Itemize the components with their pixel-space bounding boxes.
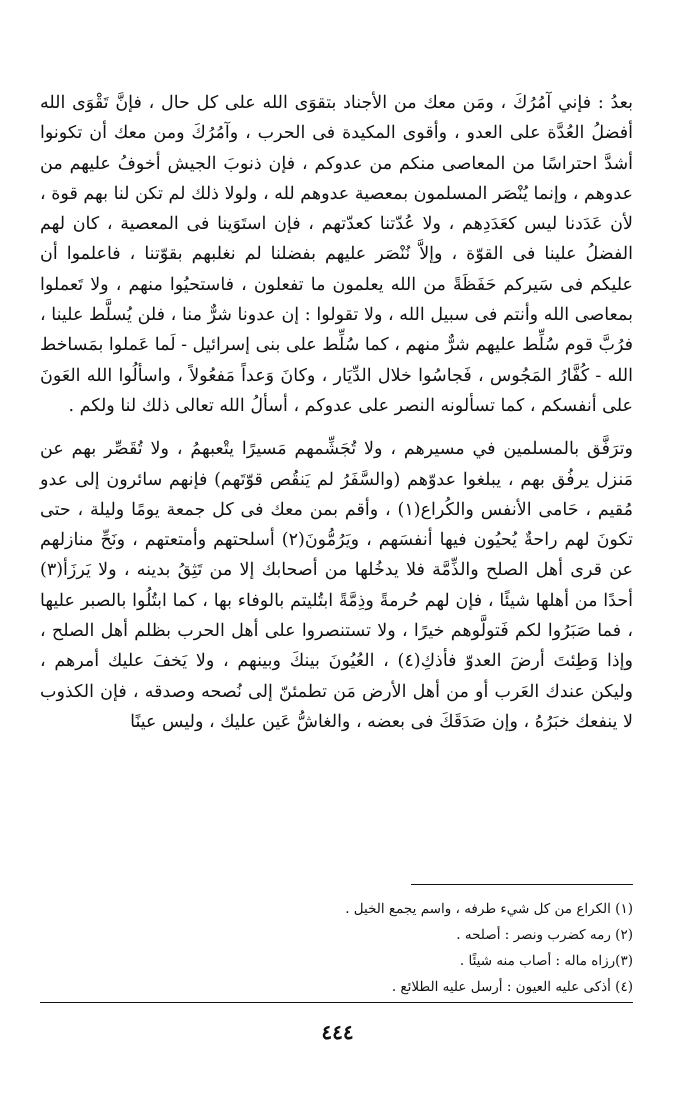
text-line: أفضلُ العُدَّة على العدو ، وأقوى المكيدة فى الحرب ، وآمُرُكَ ومن معك أن تكونوا أشدَّ — [40, 123, 633, 174]
footnote-separator — [411, 884, 633, 885]
page-bottom-rule — [40, 1002, 633, 1003]
text-line: الدِّيَار ، وكانَ وَعداً مَفعُولاً ، واسألُوا الله العَونَ على أنفسكم ، كما تسألونه النصر على — [40, 365, 633, 416]
footnote: (٣)رزاه ماله : أصاب منه شيئًا . — [459, 953, 633, 969]
text-line: عدوكم ، أسألُ الله تعالى ذلك لنا ولكم . — [68, 395, 353, 416]
footnote: (١) الكراع من كل شيء طرفه ، واسم يجمع الخيل . — [345, 901, 633, 917]
text-line: عليها ، فما صَبَرُوا لكم فَتولَّوهم خيرًا ، ولا تستنصروا على أهل الحرب بظلم أهل — [40, 590, 633, 642]
text-line: الصلح ، وإذا وَطِئتَ أرضَ العدوّ فأذكِ(٤) ، العُيُونَ بينكَ وبينهم ، ولا يَخفَ عليك — [40, 621, 633, 672]
text-line: الله ، ولا تقولوا : إن عدونا شرٌّ منا ، فلن يُسلَّط علينا ، فرُبَّ قوم سُلِّط عليهم شرٌّ منهم ، — [40, 305, 633, 356]
footnotes — [40, 896, 633, 1000]
text-line: مُقيم ، حَامى الأنفس والكُراع(١) ، وأقم بمن معك فى كل جمعة يومًا وليلة ، حتى — [40, 499, 633, 520]
text-line: مَنزل يرفُق بهم ، يبلغوا عدوّهم (والسَّفَرُ لم يَنقُص قوّتَهم) فإنهم سائرون إلى عدو — [40, 469, 633, 490]
text-line: أمرهم ، وليكن عندك العَرب أو من أهل الأرض مَن تطمئنّ إلى نُصحه وصدقه ، فإن — [40, 651, 633, 702]
body-text — [40, 88, 633, 737]
text-line: كما سُلِّط على بنى إسرائيل - لَما عَملوا بمَساخط الله - كُفَّارُ المَجُوس ، فَجاسُوا خلال — [40, 335, 633, 386]
paragraph — [40, 434, 633, 737]
text-line: من الله يعلمون ما تفعلون ، فاستحيُوا منهم ، ولا تَعملوا بمعاصى الله وأنتم فى سبيل — [40, 274, 633, 326]
text-line: كعَدَدِهم ، ولا عُدّتنا كعدّتهم ، فإن استَوَينا فى المعصية ، كان لهم الفضلُ علينا فى — [40, 214, 634, 265]
text-line: بعدُ : فإني آمُرُكَ ، ومَن معك من الأجناد بتقوَى الله على كل حال ، فإنَّ تَقْوَى الله — [40, 93, 633, 113]
page-number: ٤٤٤ — [321, 1020, 354, 1044]
text-line: وإنما يُنْصَر المسلمون بمعصية عدوهم لله ، ولولا ذلك لم تكن لنا بهم قوة ، لأن عَدَدنا ليس — [40, 183, 633, 235]
footnote: (٤) أذكى عليه العيون : أرسل عليه الطلائع . — [391, 979, 633, 995]
text-line: الكذوب لا ينفعك خبَرُهُ ، وإن صَدَقَكَ فى بعضه ، والغاشُّ عَين عليك ، وليس عينًا — [40, 681, 633, 732]
text-line: عن قرى أهل الصلح والذِّمَّة فلا يدخُلها من أصحابك إلا من تَثِقُ بدينه ، ولا يَرزَأ(٣) — [40, 560, 633, 581]
text-line: القوّة ، وإلاَّ نُنْصَر عليهم بفضلنا لم نغلبهم بقوّتنا ، فاعلموا أن عليكم فى سَيركم حَفَظَةً — [40, 244, 633, 295]
paragraph — [40, 88, 633, 421]
footnote: (٢) رمه كضرب ونصر : أصلحه . — [456, 927, 633, 943]
text-line: احتراسًا من المعاصى منكم من عدوكم ، فإن ذنوبَ الجيش أخوفُ عليهم من عدوهم ، — [40, 153, 633, 204]
text-line: وترَفَّق بالمسلمين في مسيرهم ، ولا تُجَشِّمهم مَسيرًا يتْعبهمُ ، ولا تُقَصِّر بهم عن — [40, 439, 633, 460]
text-line: أحدًا من أهلها شيئًا ، فإن لهم حُرمةً وذِمَّةً ابتُليتم بالوفاء بها ، كما ابتُلُوا بالصبر — [80, 590, 633, 611]
text-line: تكونَ لهم راحةٌ يُحيُون فيها أنفسَهم ، ويَرُمُّونَ(٢) أسلحتهم وأمتعتهم ، ونَحِّ منازلهم — [40, 530, 633, 551]
